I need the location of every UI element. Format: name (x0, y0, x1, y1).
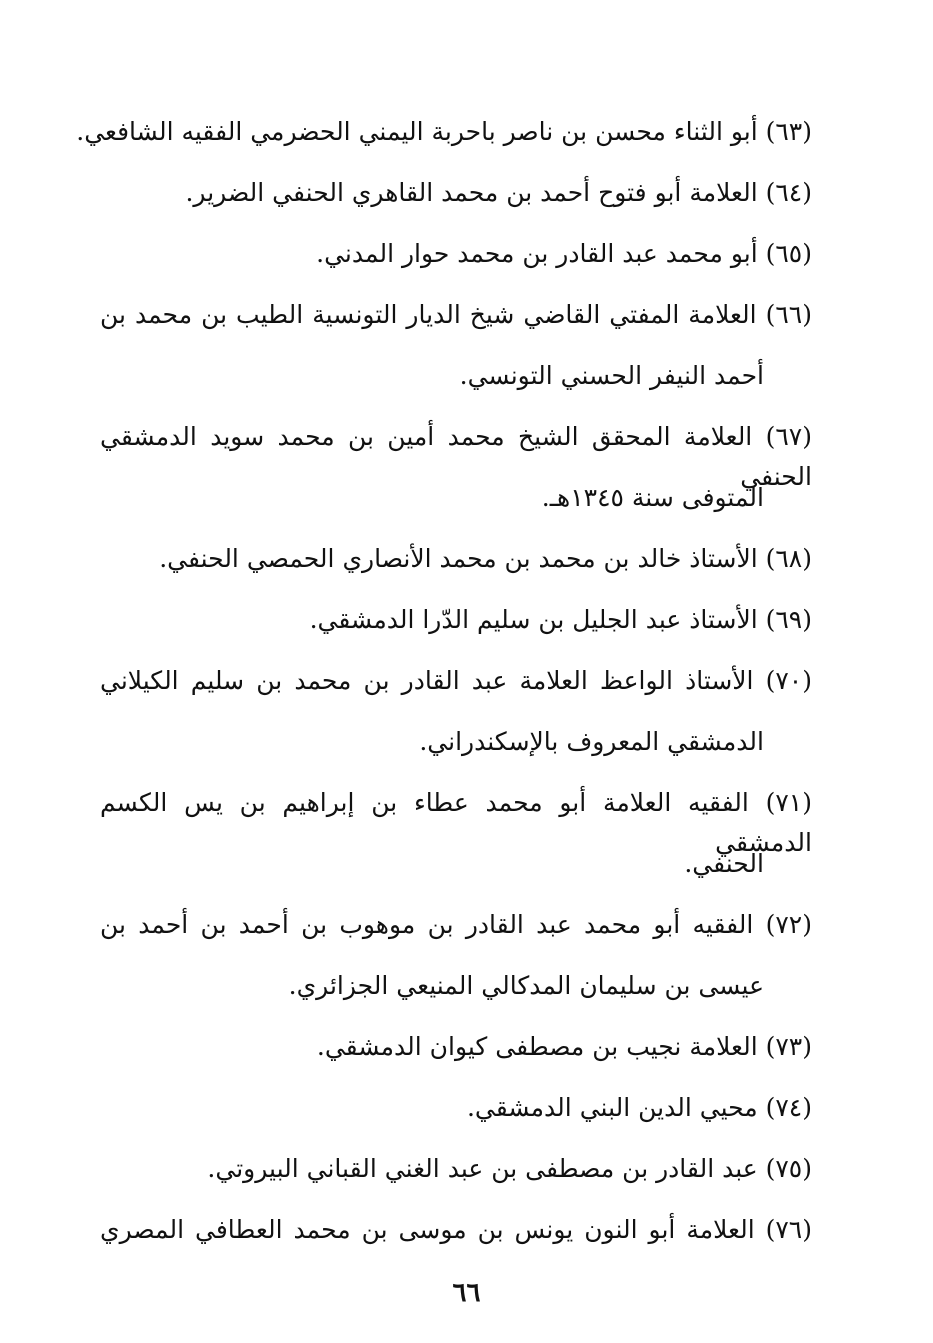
list-item (100, 1027, 812, 1088)
list-item (100, 600, 812, 661)
list-item (100, 234, 812, 295)
entry-continuation-line: عيسى بن سليمان المدكالي المنيعي الجزائري. (288, 971, 764, 1000)
entry-continuation-line: الدمشقي المعروف بالإسكندراني. (419, 727, 764, 756)
entry-continuation-line: الحنفي. (684, 849, 764, 878)
list-item (100, 539, 812, 600)
list-item (76, 112, 812, 173)
list-item (100, 295, 812, 417)
entry-line: (٧٣) العلامة نجيب بن مصطفى كيوان الدمشقي. (316, 1032, 812, 1061)
list-item (100, 905, 812, 1027)
entry-continuation-line: أحمد النيفر الحسني التونسي. (459, 361, 764, 390)
entry-line: (٦٧) العلامة المحقق الشيخ محمد أمين بن محمد سويد الدمشقي الحنفي (100, 422, 812, 491)
entry-line: (٧٦) العلامة أبو النون يونس بن موسى بن محمد العطافي المصري (100, 1215, 812, 1244)
list-item (100, 1210, 812, 1271)
entry-line: (٦٦) العلامة المفتي القاضي شيخ الديار التونسية الطيب بن محمد بن (100, 300, 812, 329)
entry-line: (٧٠) الأستاذ الواعظ العلامة عبد القادر بن محمد بن سليم الكيلاني (100, 666, 812, 695)
entry-line: (٦٣) أبو الثناء محسن بن ناصر باحربة اليمني الحضرمي الفقيه الشافعي. (76, 117, 812, 146)
entry-line: (٧٢) الفقيه أبو محمد عبد القادر بن موهوب بن أحمد بن أحمد بن (100, 910, 812, 939)
list-item (100, 783, 812, 905)
entry-line: (٧١) الفقيه العلامة أبو محمد عطاء بن إبراهيم بن يس الكسم الدمشقي (100, 788, 812, 857)
list-item (100, 173, 812, 234)
list-item (100, 417, 812, 539)
list-item (100, 1149, 812, 1210)
entry-line: (٧٤) محيي الدين البني الدمشقي. (466, 1093, 812, 1122)
page-number: ٦٦ (452, 1278, 481, 1308)
list-item (100, 1088, 812, 1149)
entry-continuation-line: المتوفى سنة ١٣٤٥هـ. (541, 483, 764, 512)
entry-line: (٦٤) العلامة أبو فتوح أحمد بن محمد القاهري الحنفي الضرير. (185, 178, 812, 207)
entry-line: (٦٨) الأستاذ خالد بن محمد بن محمد الأنصاري الحمصي الحنفي. (159, 544, 812, 573)
entry-list (76, 112, 812, 1271)
entry-line: (٦٩) الأستاذ عبد الجليل بن سليم الدّرا الدمشقي. (309, 605, 812, 634)
list-item (100, 661, 812, 783)
entry-line: (٦٥) أبو محمد عبد القادر بن محمد حوار المدني. (316, 239, 812, 268)
entry-line: (٧٥) عبد القادر بن مصطفى بن عبد الغني القباني البيروتي. (207, 1154, 812, 1183)
